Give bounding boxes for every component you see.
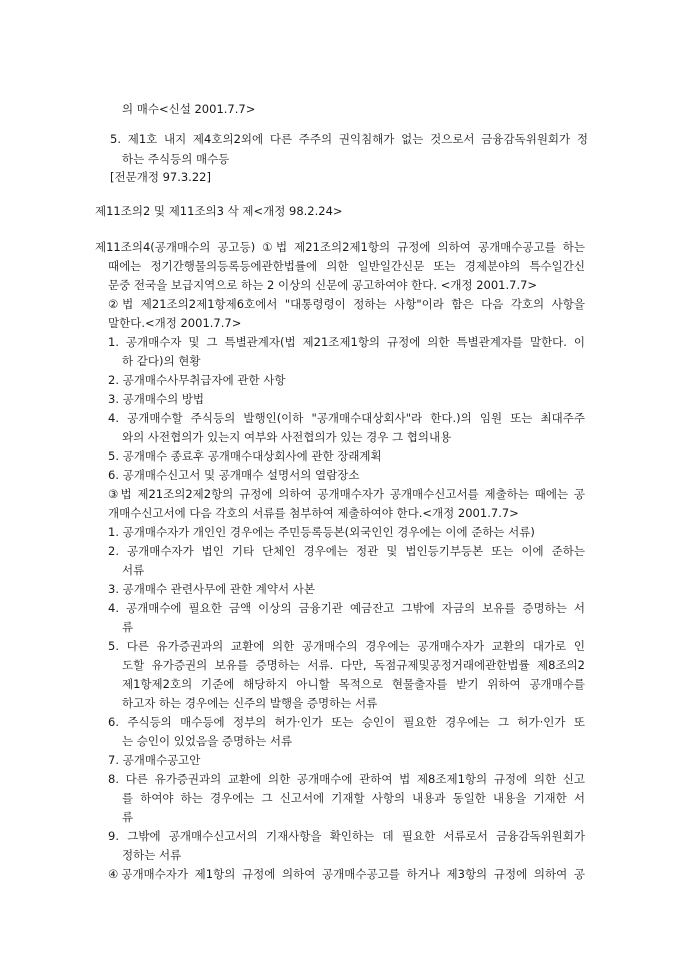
text-line: 9. 그밖에 공개매수신고서의 기재사항을 확인하는 데 필요한 서류로서 금융감독위원회가 bbox=[108, 829, 585, 843]
text-line: 제11조의2 및 제11조의3 삭 제<개정 98.2.24> bbox=[95, 204, 343, 218]
text-line: 2. 공개매수사무취급자에 관한 사항 bbox=[108, 373, 286, 387]
text-line: 개매수신고서에 다음 각호의 서류를 첨부하여 제출하여야 한다.<개정 2001.7.7> bbox=[108, 506, 519, 520]
text-line: 2. 공개매수자가 법인 기타 단체인 경우에는 정관 및 법인등기부등본 또는 이에 준하는 bbox=[108, 544, 585, 558]
text-line: 하 같다)의 현황 bbox=[122, 354, 201, 368]
text-line: 7. 공개매수공고안 bbox=[108, 753, 201, 767]
text-line: 말한다.<개정 2001.7.7> bbox=[108, 316, 242, 330]
text-line: 4. 공개매수에 필요한 금액 이상의 금융기관 예금잔고 그밖에 자금의 보유를 증명하는 서 bbox=[108, 601, 585, 615]
text-line: 제11조의4(공개매수의 공고등) ①법 제21조의2제1항의 규정에 의하여 공개매수공고를 하는 bbox=[95, 240, 585, 254]
text-line: ②법 제21조의2제1항제6호에서 "대통령령이 정하는 사항"이라 함은 다음 각호의 사항을 bbox=[108, 297, 585, 311]
text-line: 4. 공개매수할 주식등의 발행인(이하 "공개매수대상회사"라 한다.)의 임원 또는 최대주주 bbox=[108, 411, 585, 425]
text-line: 하고자 하는 경우에는 신주의 발행을 증명하는 서류 bbox=[122, 696, 378, 710]
text-line: 6. 공개매수신고서 및 공개매수 설명서의 열람장소 bbox=[108, 468, 360, 482]
text-line: 5. 다른 유가증권과의 교환에 의한 공개매수의 경우에는 공개매수자가 교환의 대가로 인 bbox=[108, 639, 585, 653]
text-line: 하는 주식등의 매수등 bbox=[122, 152, 230, 166]
text-line: 를 하여야 하는 경우에는 그 신고서에 기재할 사항의 내용과 동일한 내용을 기재한 서 bbox=[122, 791, 585, 805]
text-line: 1. 공개매수자가 개인인 경우에는 주민등록등본(외국인인 경우에는 이에 준하는 서류) bbox=[108, 525, 535, 539]
text-line: 3. 공개매수의 방법 bbox=[108, 392, 205, 406]
text-line: [전문개정 97.3.22] bbox=[110, 170, 211, 184]
text-line: 는 승인이 있었음을 증명하는 서류 bbox=[122, 734, 293, 748]
text-line: 때에는 정기간행물의등록등에관한법률에 의한 일반일간신문 또는 경제분야의 특수일간신 bbox=[108, 259, 585, 273]
text-line: 1. 공개매수자 및 그 특별관계자(법 제21조제1항의 규정에 의한 특별관계자를 말한다. 이 bbox=[108, 335, 585, 349]
text-line: 6. 주식등의 매수등에 정부의 허가·인가 또는 승인이 필요한 경우에는 그 허가·인가 또 bbox=[108, 715, 585, 729]
text-line: 정하는 서류 bbox=[122, 848, 182, 862]
text-line: 의 매수<신설 2001.7.7> bbox=[122, 102, 256, 116]
text-line: 와의 사전협의가 있는지 여부와 사전협의가 있는 경우 그 협의내용 bbox=[122, 430, 452, 444]
text-line: 8. 다른 유가증권과의 교환에 의한 공개매수에 관하여 법 제8조제1항의 규정에 의한 신고 bbox=[108, 772, 585, 786]
text-line: 류 bbox=[122, 620, 134, 634]
text-line: 류 bbox=[122, 810, 134, 824]
text-line: 3. 공개매수 관련사무에 관한 계약서 사본 bbox=[108, 582, 315, 596]
text-line: 5. 공개매수 종료후 공개매수대상회사에 관한 장래계획 bbox=[108, 449, 382, 463]
text-line: 서류 bbox=[122, 563, 145, 577]
text-line: ③법 제21조의2제2항의 규정에 의하여 공개매수자가 공개매수신고서를 제출하는 때에는 공 bbox=[108, 487, 585, 501]
text-line: 문중 전국을 보급지역으로 하는 2 이상의 신문에 공고하여야 한다. <개정 2001.7.7> bbox=[108, 278, 538, 292]
text-line: 5. 제1호 내지 제4호의2외에 다른 주주의 권익침해가 없는 것으로서 금융감독위원회가 정 bbox=[110, 132, 588, 146]
text-line: 도할 유가증권의 보유를 증명하는 서류. 다만, 독점규제및공정거래에관한법률 제8조의2 bbox=[122, 658, 585, 672]
text-line: 제1항제2호의 기준에 해당하지 아니할 목적으로 현물출자를 받기 위하여 공개매수를 bbox=[122, 677, 585, 691]
text-line: ④공개매수자가 제1항의 규정에 의하여 공개매수공고를 하거나 제3항의 규정에 의하여 공 bbox=[108, 867, 585, 881]
